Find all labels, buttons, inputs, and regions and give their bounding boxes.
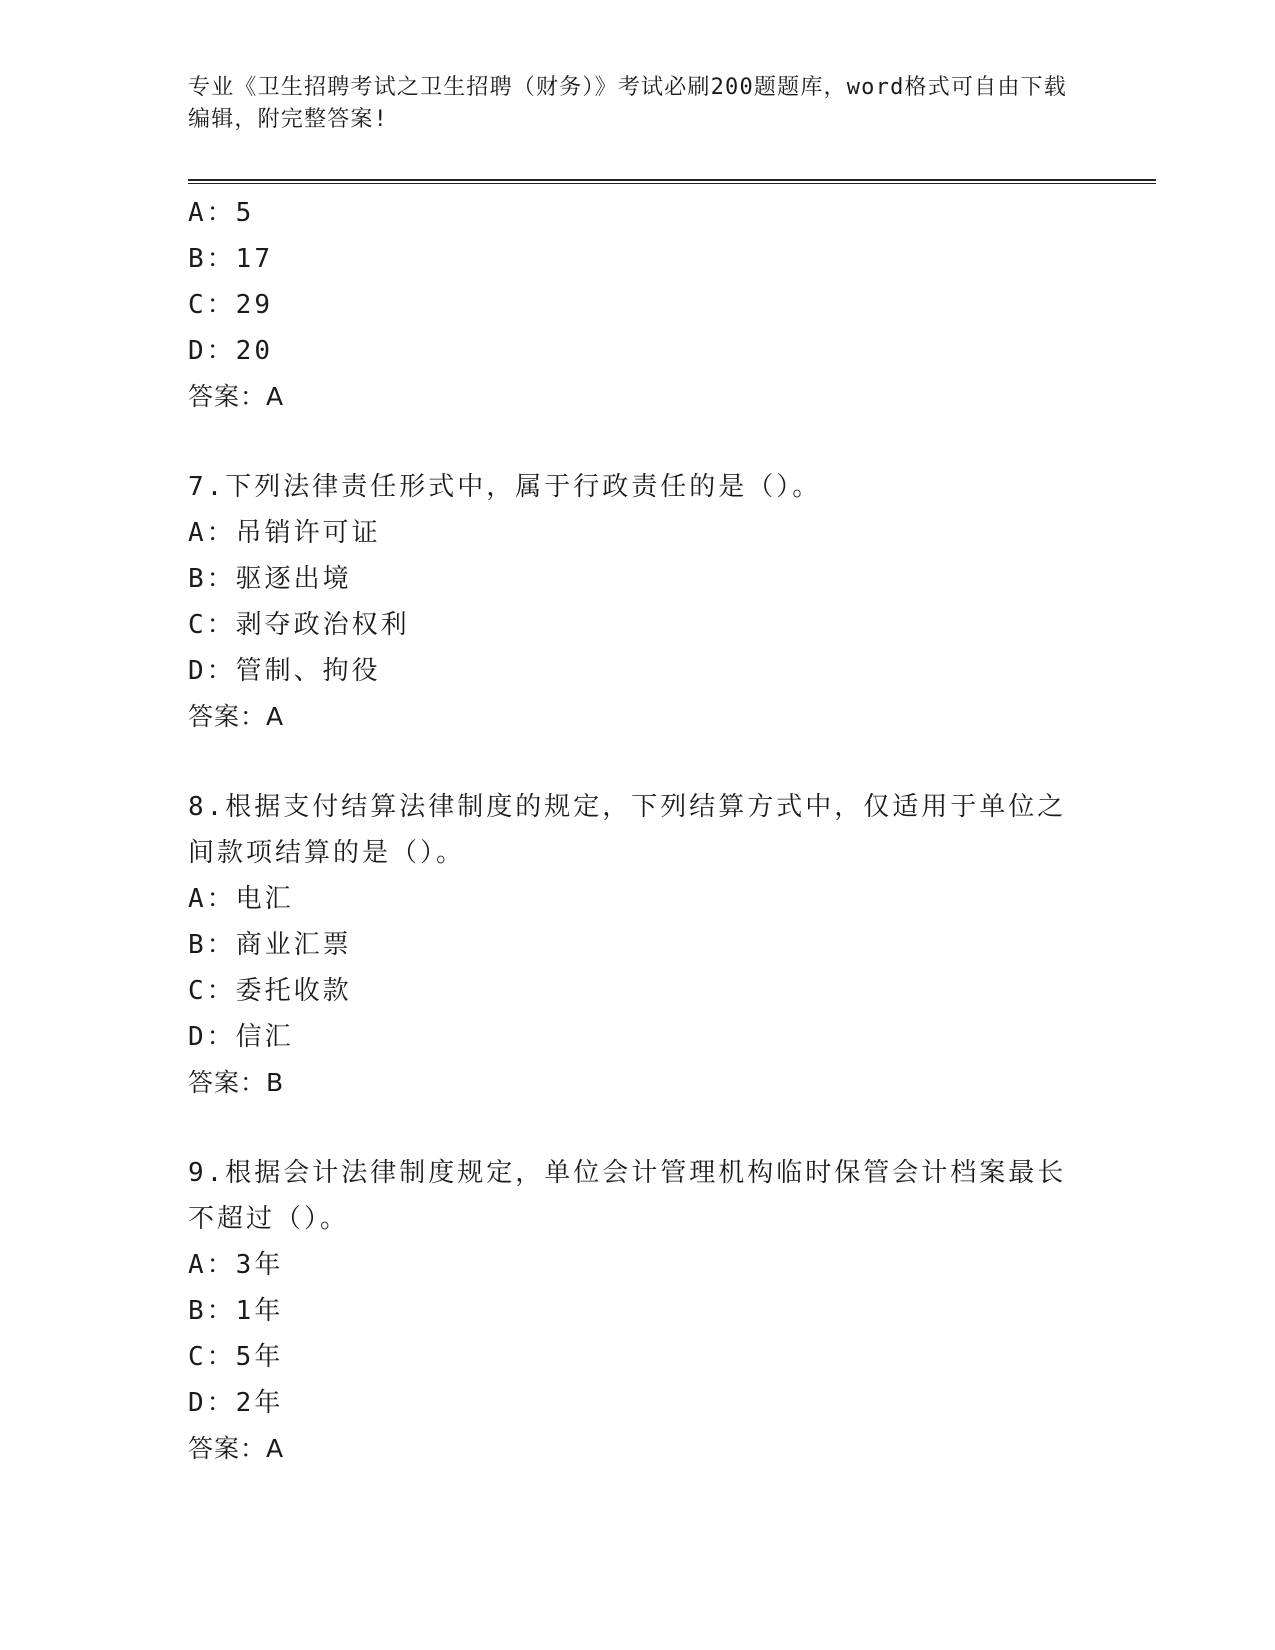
- option-a: [188, 876, 1068, 922]
- option-letter: B: [188, 244, 207, 274]
- option-separator: ：: [206, 930, 236, 960]
- question-block: [188, 784, 1068, 1106]
- question-block: [188, 1150, 1068, 1472]
- option-c: [188, 602, 1068, 648]
- option-text: 3年: [235, 1250, 284, 1280]
- option-letter: B: [188, 930, 207, 960]
- option-d: [188, 648, 1068, 694]
- option-d: [188, 1380, 1068, 1426]
- option-d: [188, 1014, 1068, 1060]
- option-text: 委托收款: [235, 976, 352, 1006]
- question-list: [188, 190, 1068, 1472]
- option-separator: ：: [206, 1250, 236, 1280]
- option-separator: ：: [206, 518, 236, 548]
- option-d: [188, 328, 1068, 374]
- option-letter: C: [188, 290, 207, 320]
- option-letter: A: [188, 198, 207, 228]
- option-text: 商业汇票: [235, 930, 352, 960]
- option-a: [188, 1242, 1068, 1288]
- question-stem: 9.根据会计法律制度规定，单位会计管理机构临时保管会计档案最长不超过（）。: [188, 1158, 1067, 1234]
- option-letter: B: [188, 1296, 207, 1326]
- option-separator: ：: [206, 1388, 236, 1418]
- option-separator: ：: [206, 1296, 236, 1326]
- option-separator: ：: [206, 1022, 236, 1052]
- question-block: [188, 464, 1068, 740]
- option-text: 驱逐出境: [235, 564, 352, 594]
- option-b: [188, 922, 1068, 968]
- header-divider: [188, 179, 1156, 184]
- option-letter: B: [188, 564, 207, 594]
- option-letter: D: [188, 336, 207, 366]
- option-letter: C: [188, 976, 207, 1006]
- option-text: 管制、拘役: [235, 656, 381, 686]
- option-text: 剥夺政治权利: [235, 610, 410, 640]
- option-separator: ：: [206, 656, 236, 686]
- option-a: [188, 510, 1068, 556]
- option-text: 5: [235, 198, 255, 228]
- option-separator: ：: [206, 884, 236, 914]
- answer-line: 答案：A: [188, 702, 285, 731]
- option-separator: ：: [206, 1342, 236, 1372]
- option-letter: A: [188, 518, 207, 548]
- option-separator: ：: [206, 244, 236, 274]
- option-letter: A: [188, 884, 207, 914]
- option-text: 17: [235, 244, 273, 274]
- answer-line: 答案：B: [188, 1068, 285, 1097]
- option-b: [188, 236, 1068, 282]
- spacer: [188, 740, 1068, 784]
- option-text: 5年: [235, 1342, 284, 1372]
- option-letter: C: [188, 610, 207, 640]
- question-block: [188, 190, 1068, 420]
- option-a: [188, 190, 1068, 236]
- spacer: [188, 420, 1068, 464]
- option-separator: ：: [206, 976, 236, 1006]
- option-letter: D: [188, 1388, 207, 1418]
- option-letter: C: [188, 1342, 207, 1372]
- option-text: 20: [235, 336, 273, 366]
- option-separator: ：: [206, 198, 236, 228]
- option-text: 电汇: [235, 884, 294, 914]
- option-text: 1年: [235, 1296, 284, 1326]
- option-b: [188, 1288, 1068, 1334]
- option-text: 2年: [235, 1388, 284, 1418]
- option-b: [188, 556, 1068, 602]
- option-separator: ：: [206, 564, 236, 594]
- option-c: [188, 968, 1068, 1014]
- spacer: [188, 1106, 1068, 1150]
- option-separator: ：: [206, 290, 236, 320]
- option-text: 29: [235, 290, 273, 320]
- answer-line: 答案：A: [188, 1434, 285, 1463]
- option-text: 信汇: [235, 1022, 294, 1052]
- answer-line: 答案：A: [188, 382, 285, 411]
- option-separator: ：: [206, 336, 236, 366]
- option-letter: D: [188, 1022, 207, 1052]
- question-stem: 8.根据支付结算法律制度的规定，下列结算方式中，仅适用于单位之间款项结算的是（）。: [188, 792, 1067, 868]
- question-stem: 7.下列法律责任形式中，属于行政责任的是（）。: [188, 472, 822, 502]
- option-c: [188, 282, 1068, 328]
- option-c: [188, 1334, 1068, 1380]
- document-header: 专业《卫生招聘考试之卫生招聘（财务）》考试必刷200题题库，word格式可自由下载编辑，附完整答案!: [188, 75, 1067, 132]
- option-text: 吊销许可证: [235, 518, 381, 548]
- option-separator: ：: [206, 610, 236, 640]
- option-letter: D: [188, 656, 207, 686]
- option-letter: A: [188, 1250, 207, 1280]
